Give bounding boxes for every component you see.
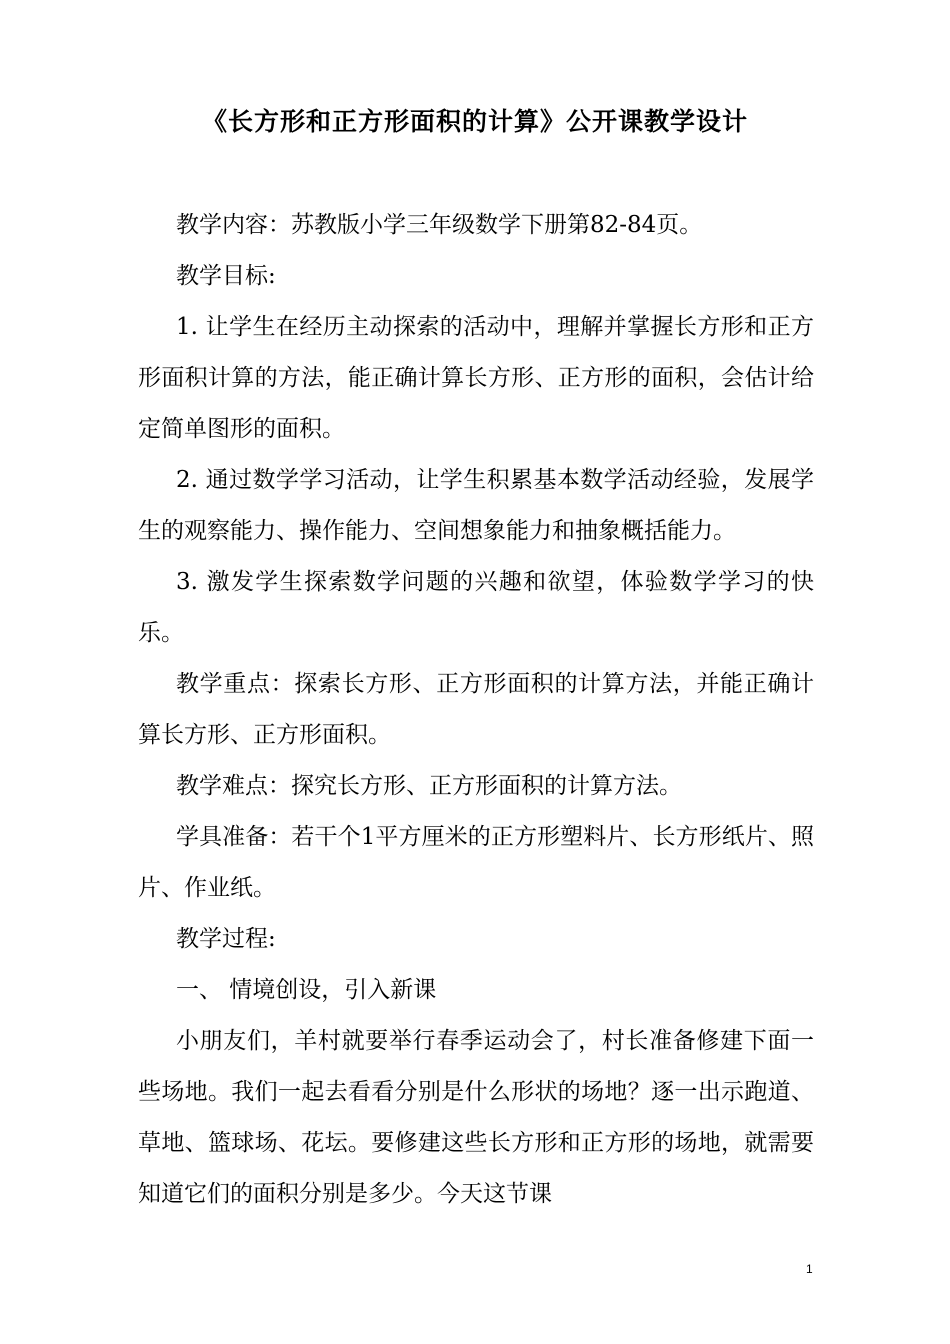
paragraph-section-1-heading: 一、 情境创设，引入新课 bbox=[176, 977, 437, 1003]
paragraph-goal-2: 2. 通过数学学习活动，让学生积累基本数学活动经验，发展学生的观察能力、操作能力、空间想象能力和抽象概括能力。 bbox=[138, 467, 814, 544]
paragraph-goal-3: 3. 激发学生探索数学问题的兴趣和欲望，体验数学学习的快乐。 bbox=[138, 569, 814, 646]
paragraph-process-heading: 教学过程: bbox=[176, 926, 276, 952]
paragraph-key-points: 教学重点：探索长方形、正方形面积的计算方法，并能正确计算长方形、正方形面积。 bbox=[138, 671, 814, 748]
paragraph-difficulties: 教学难点：探究长方形、正方形面积的计算方法。 bbox=[176, 773, 682, 799]
paragraph-intro-story: 小朋友们，羊村就要举行春季运动会了，村长准备修建下面一些场地。我们一起去看看分别是什么形状的场地？逐一出示跑道、草地、篮球场、花坛。要修建这些长方形和正方形的场地，就需要知道它们的面积分别是多少。今天这节课 bbox=[138, 1028, 814, 1207]
page-number: 1 bbox=[806, 1262, 813, 1276]
paragraph-goal-1: 1. 让学生在经历主动探索的活动中，理解并掌握长方形和正方形面积计算的方法，能正确计算长方形、正方形的面积，会估计给定简单图形的面积。 bbox=[138, 314, 814, 442]
document-title: 《长方形和正方形面积的计算》公开课教学设计 bbox=[201, 107, 748, 136]
paragraph-teaching-content: 教学内容：苏教版小学三年级数学下册第82-84页。 bbox=[176, 212, 703, 238]
paragraph-materials: 学具准备：若干个1平方厘米的正方形塑料片、长方形纸片、照片、作业纸。 bbox=[138, 824, 814, 901]
paragraph-teaching-goals-heading: 教学目标: bbox=[176, 263, 276, 289]
document-body bbox=[138, 200, 814, 1220]
